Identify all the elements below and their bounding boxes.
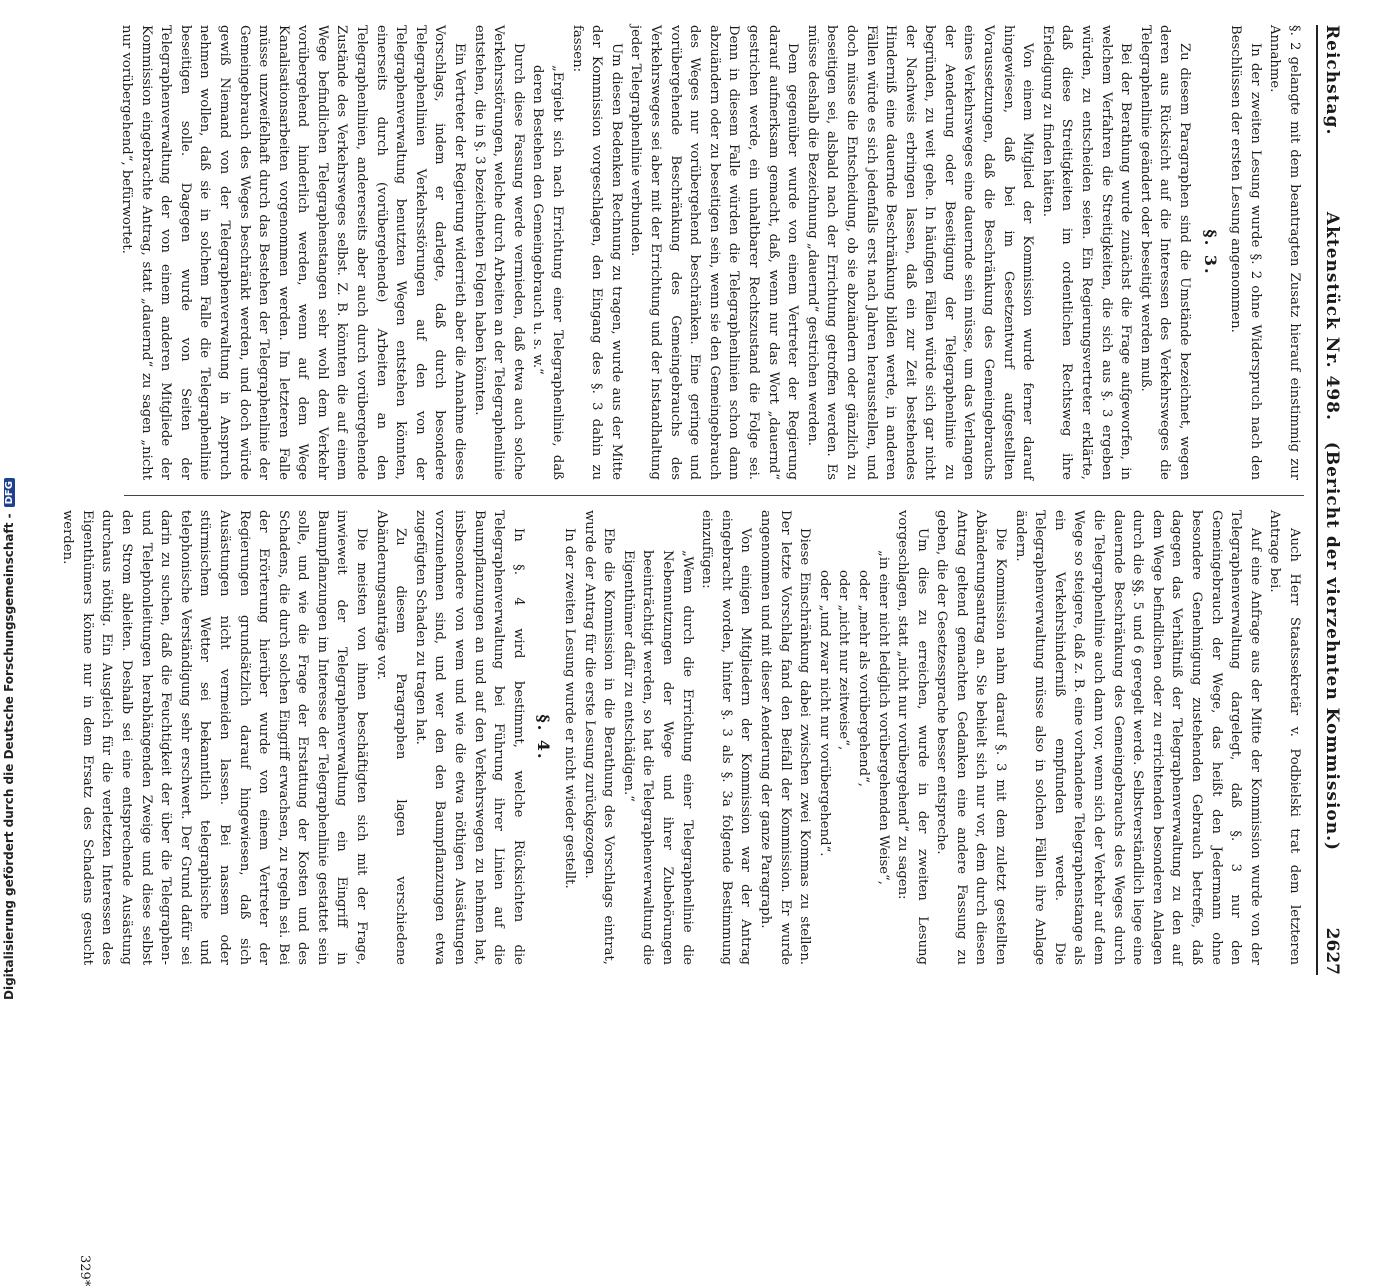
header-title	[1322, 135, 1342, 927]
quoted-alternative: oder „mehr als vorübergehend“,	[855, 570, 871, 788]
page-header	[1316, 25, 1350, 975]
header-document-number: Aktenstück Nr. 498.	[1322, 211, 1342, 421]
paragraph: In der zweiten Lesung wurde §. 2 ohne Widerspruch nach den Beschlüssen der ersten Lesung angenommen.	[1228, 25, 1263, 480]
paragraph: Um diesen Bedenken Rechnung zu tragen, wurde aus der Mitte der Kommission vorgeschlagen, den Eingang des §. 3 dahin zu fassen:	[569, 25, 624, 480]
left-column	[116, 25, 1304, 480]
paragraph: Die meisten von ihnen beschäftigten sich mit der Frage, inwieweit der Telegraphenverwaltung ein Eingriff in Baumpflanzungen im Interesse der Telegraphenlinie gestattet sein solle, und wie die Frage der Erstattung der Kosten und des Schadens, die durch solchen Eingriff erwachsen, zu regeln sei. Bei der Erörterung hierüber wurde von einem Vertreter der Regierungen grundsätzlich darauf hingewiesen, daß sich Ausästungen nicht vermeiden lassen. Bei nassem oder stürmischem Wetter sei bekanntlich telegraphische und telephonische Verständigung sehr erschwert. Der Grund dafür sei darin zu suchen, daß die Feuchtigkeit der über die Telegraphen- und Telephonleitungen herabhängenden Zweige und diese selbst den Strom ableiten. Deshalb sei eine entsprechende Ausästung durchaus nöthig. Ein Ausgleich für die verletzten Interessen des Eigenthümers könne nur in dem Ersatz des Schadens gesucht werden.	[60, 510, 370, 965]
rotated-page-content	[50, 25, 1350, 1286]
paragraph: Ein Vertreter der Regierung widerrieth aber die Annahme dieses Vorschlags, indem er darlegte, daß durch besondere Telegraphenlinien Verkehrsstörungen auf den von der Telegraphenverwaltung benutzten Wegen entstehen könnten, einerseits durch (vorübergehende) Arbeiten an den Telegraphenlinien, andererseits aber auch durch vorübergehende Zustände des Verkehrsweges selbst. Z. B. könnten die auf einem Wege befindlichen Telegraphenstangen sehr wohl dem Verkehr vorübergehend hinderlich werden, wenn auf dem Wege Kanalisationsarbeiten vorgenommen werden. Im letzteren Falle müsse unzweifelhaft durch das Bestehen der Telegraphenlinie der Gemeingebrauch des Weges beschränkt werden, und doch würde gewiß Niemand von der Telegraphenverwaltung in Anspruch nehmen wollen, daß sie in solchem Falle die Telegraphenlinie beseitigen solle. Dagegen wurde von Seiten der Telegraphenverwaltung der von einem anderen Mitgliede der Kommission eingebrachte Antrag, statt „dauernd“ zu sagen „nicht nur vorübergehend“, befürwortet.	[118, 25, 468, 480]
paragraph: Die Kommission nahm darauf §. 3 mit dem zuletzt gestellten Abänderungsantrag an. Sie behielt sich nur vor, dem durch diesen Antrag geltend gemachten Gedanken eine andere Fassung zu geben, die der Gesetzessprache besser entspreche.	[934, 510, 1009, 965]
header-report-title: (Bericht der vierzehnten Kommission.)	[1322, 441, 1342, 852]
paragraph: Bei der Berathung wurde zunächst die Frage aufgeworfen, in welchem Verfahren die Streitigkeiten, die sich aus §. 3 ergeben würden, zu entscheiden seien. Ein Regierungsvertreter erklärte, daß diese Streitigkeiten im ordentlichen Rechtsweg ihre Erledigung zu finden hätten.	[1039, 25, 1134, 480]
paragraph: Zu diesem Paragraphen sind die Umstände bezeichnet, wegen deren aus Rücksicht auf die Interessen des Verkehrsweges die Telegraphenlinie geändert oder beseitigt werden muß.	[1137, 25, 1193, 480]
paragraph: Von einem Mitglied der Kommission wurde ferner darauf hingewiesen, daß bei im Gesetzentwurf aufgestellten Voraussetzungen, daß die Beschränkung des Gemeingebrauchs eines Verkehrsweges eine dauernde sein müsse, um das Verlangen der Aenderung oder Beseitigung der Telegraphenlinie zu begründen, zu weit gehe. In häufigen Fällen würde sich gar nicht der Nachweis erbringen lassen, daß ein zur Zeit bestehendes Hinderniß eine dauernde Beschränkung bilden werde, in anderen Fällen würde es sich jedenfalls erst nach Jahren herausstellen, und doch müsse die Entscheidung, ob sie abzuändern oder gänzlich zu beseitigen sei, alsbald nach der Errichtung getroffen werden. Es müsse deshalb die Bezeichnung „dauernd“ gestrichen werden.	[804, 25, 1036, 480]
paragraph: In der zweiten Lesung wurde er nicht wieder gestellt.	[562, 528, 578, 889]
paragraph: Auch Herr Staatssekretär v. Podbielski trat dem letzteren Antrage bei.	[1267, 510, 1302, 965]
section-heading: §. 3.	[1200, 229, 1220, 276]
header-left: Reichstag.	[1322, 25, 1342, 136]
dfg-logo: DFG	[4, 478, 15, 507]
paragraph: Durch diese Fassung werde vermieden, daß etwa auch solche Verkehrsstörungen, welche durch Arbeiten an der Telegraphenlinie entstehen, die in §. 3 bezeichneten Folgen haben könnten.	[471, 25, 526, 480]
quoted-text: „Wenn durch die Errichtung einer Telegraphenlinie die Nebennutzungen der Wege und ihrer Zubehörungen beeinträchtigt werden, so hat die Telegraphenverwaltung die Eigenthümer dafür zu entschädigen.“	[620, 550, 695, 965]
signature-mark: 329*	[77, 1255, 92, 1286]
quoted-alternative: oder „und zwar nicht nur vorübergehend“.	[816, 570, 832, 857]
digitization-note	[0, 0, 18, 1000]
paragraph: Zu diesem Paragraphen lagen verschiedene Abänderungsanträge vor.	[373, 510, 409, 965]
paragraph: Dem gegenüber wurde von einem Vertreter der Regierung darauf aufmerksam gemacht, daß, wenn nur das Wort „dauernd“ gestrichen werde, ein unhaltbarer Rechtszustand die Folge sei. Denn in diesem Falle würden die Telegraphenlinien schon dann abzuändern oder zu beseitigen sein, wenn sie den Gemeingebrauch des Weges nur vorübergehend beschränken. Eine geringe und vorübergehende Beschränkung des Gemeingebrauchs des Verkehrsweges sei aber mit der Errichtung und der Instandhaltung jeder Telegraphenlinie verbunden.	[628, 25, 801, 480]
paragraph: Auf eine Anfrage aus der Mitte der Kommission wurde von der Telegraphenverwaltung dargelegt, daß §. 3 nur den Gemeingebrauch der Wege, das heißt den Jedermann ohne besondere Genehmigung zustehenden Gebrauch betreffe, daß dagegen das Verhältniß der Telegraphenverwaltung zu den auf dem Wege befindlichen oder zu errichtenden besonderen Anlagen durch die §§. 5 und 6 geregelt werde. Selbstverständlich liege eine dauernde Beschränkung des Gemeingebrauchs des Weges durch die Telegraphenlinie auch dann vor, wenn sich der Verkehr auf dem Wege so steigere, daß z. B. eine vorhandene Telegraphenstange als ein Verkehrshinderniß empfunden werde. Die Telegraphenverwaltung müsse also in solchen Fällen ihre Anlage ändern.	[1012, 510, 1263, 965]
column-divider	[124, 495, 1304, 496]
digitization-text: Digitalisierung gefördert durch die Deutsche Forschungsgemeinschaft -	[2, 513, 16, 1000]
quoted-alternative: oder „nicht nur zeitweise“,	[836, 570, 852, 751]
paragraph: Um dies zu erreichen, wurde in der zweiten Lesung vorgeschlagen, statt „nicht nur vorübergehend“ zu sagen:	[895, 510, 930, 965]
paragraph: In §. 4 wird bestimmt, welche Rücksichten die Telegraphenverwaltung bei Führung ihrer Linien auf die Baumpflanzungen an und auf den Verkehrswegen zu nehmen hat, insbesondere von wem und wie die etwa nöthigen Ausästungen vorzunehmen sind, und wer den den Baumpflanzungen etwa zugefügten Schaden zu tragen hat.	[412, 510, 526, 965]
right-column	[58, 510, 1304, 965]
paragraph: §. 2 gelangte mit dem beantragten Zusatz hierauf einstimmig zur Annahme.	[1267, 25, 1302, 480]
paragraph: Diese Einschränkung dabei zwischen zwei Kommas zu stellen. Der letzte Vorschlag fand den Beifall der Kommission. Er wurde angenommen und mit dieser Aenderung der ganze Paragraph.	[757, 510, 813, 965]
paragraph: Ehe die Kommission in die Berathung des Vorschlags eintrat, wurde der Antrag für die erste Lesung zurückgezogen.	[581, 510, 617, 965]
paragraph: Von einigen Mitgliedern der Kommission war der Antrag eingebracht worden, hinter §. 3 als §. 3a folgende Bestimmung einzufügen:	[699, 510, 754, 965]
page-number: 2627	[1322, 927, 1342, 975]
section-heading: §. 4.	[534, 714, 554, 761]
quoted-text: „Ergiebt sich nach Errichtung einer Telegraphenlinie, daß deren Bestehen den Gemeingebrauch u. s. w.“	[530, 65, 566, 480]
quoted-text: „in einer nicht lediglich vorübergehenden Weise“,	[875, 550, 891, 885]
